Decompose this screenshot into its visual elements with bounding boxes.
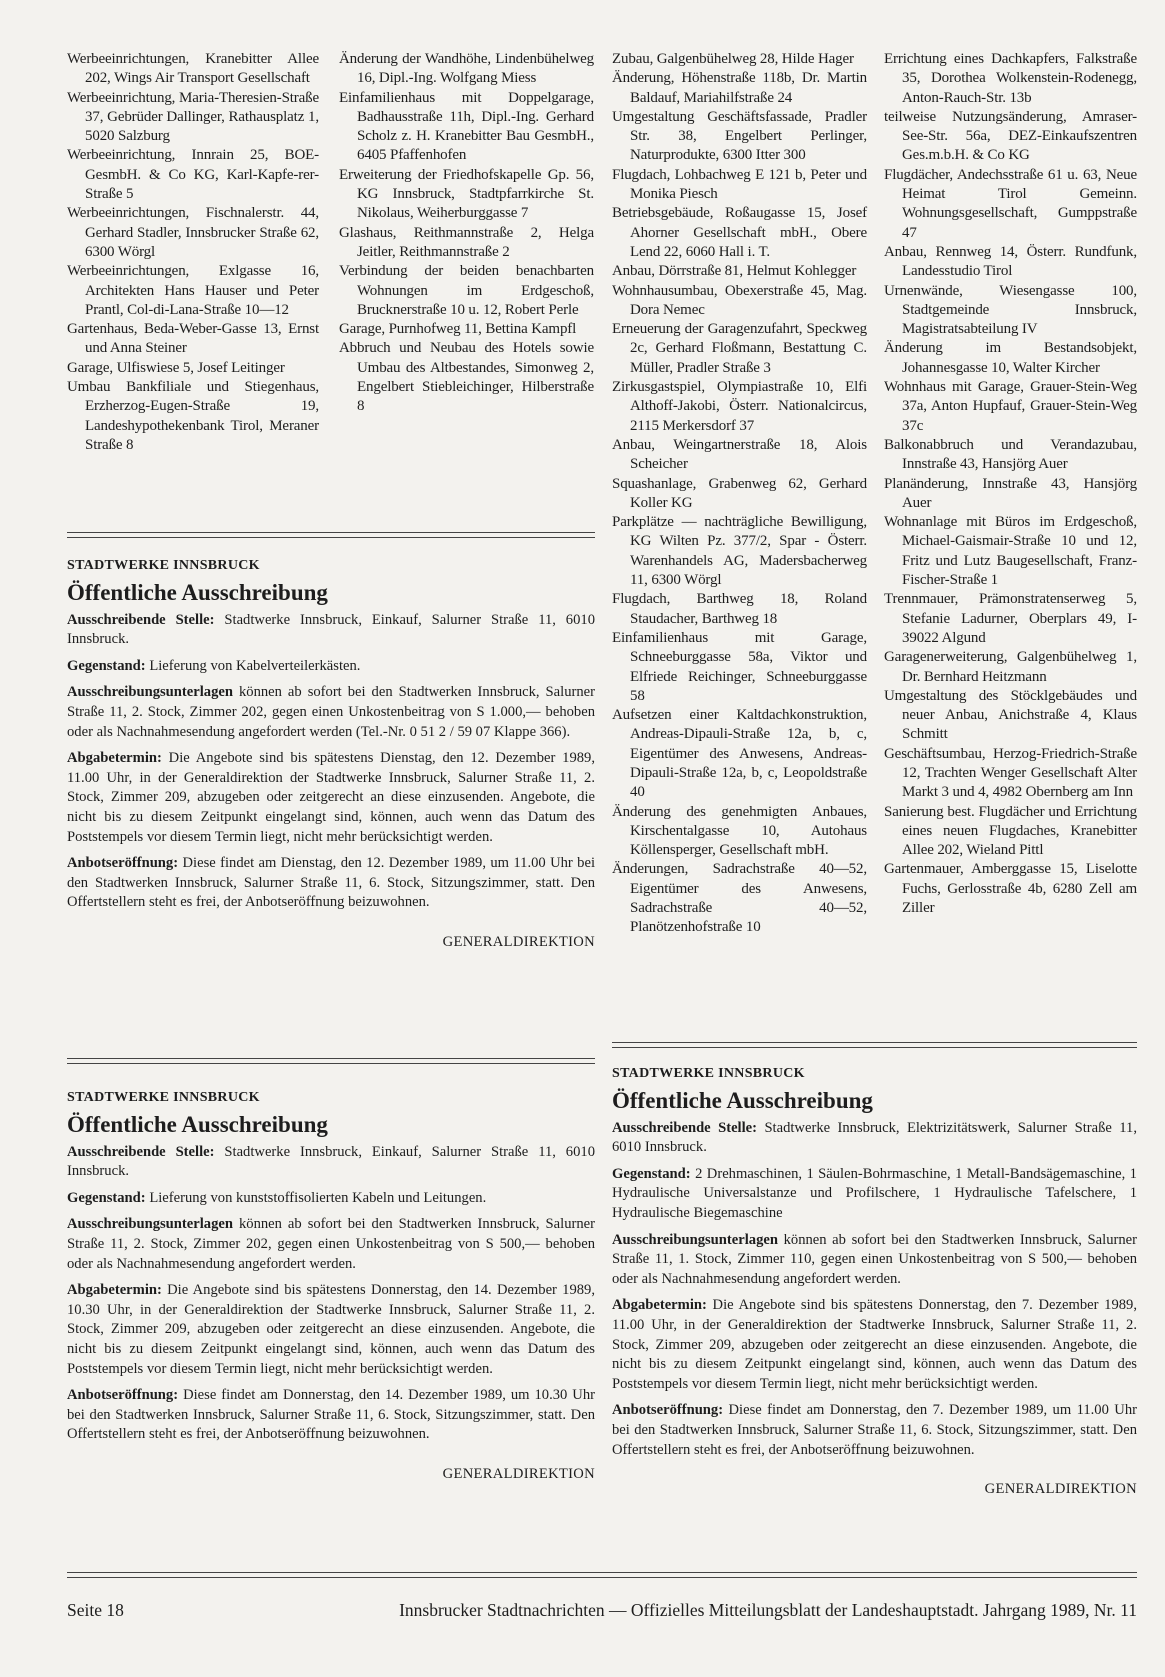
- section-divider: [67, 532, 595, 538]
- section-divider: [67, 1058, 595, 1064]
- opening-paragraph: Anbotseröffnung: Diese findet am Dienstag, den 12. Dezember 1989, um 11.00 Uhr bei den Stadtwerken Innsbruck, Salurner Straße 11, 6. Stock, Sitzungszimmer, statt. Den Offertstellern steht es frei, der Anbotseröffnung beizuwohnen.: [67, 855, 596, 911]
- permit-entry: Gartenmauer, Amberggasse 15, Liselotte Fuchs, Gerlosstraße 4b, 6280 Zell am Ziller: [884, 861, 1137, 917]
- permit-entry: Wohnhaus mit Garage, Grauer-Stein-Weg 37a, Anton Hupfauf, Grauer-Stein-Weg 37c: [884, 379, 1137, 434]
- permit-entry: Aufsetzen einer Kaltdachkonstruktion, Andreas-Dipauli-Straße 12a, b, c, Eigentümer des Anwesens, Andreas-Dipauli-Straße 12a, b, c, Leopoldstraße 40: [612, 707, 867, 801]
- issuing-office-paragraph: Ausschreibende Stelle: Stadtwerke Innsbruck, Einkauf, Salurner Straße 11, 6010 Innsbruck.: [67, 611, 595, 648]
- signature: GENERALDIREKTION: [442, 1465, 595, 1482]
- permit-column-3: [612, 50, 867, 938]
- permit-entry: Verbindung der beiden benachbarten Wohnungen im Erdgeschoß, Brucknerstraße 10 u. 12, Robert Perle: [339, 263, 594, 318]
- permit-entry: Erneuerung der Garagenzufahrt, Speckweg 2c, Gerhard Floßmann, Bestattung C. Müller, Pradler Straße 3: [612, 321, 867, 376]
- permit-entry: Zubau, Galgenbühelweg 28, Hilde Hager: [612, 51, 854, 67]
- documents-paragraph: Ausschreibungsunterlagen können ab sofort bei den Stadtwerken Innsbruck, Salurner Straße 11, 2. Stock, Zimmer 202, gegen einen Unkostenbeitrag von S 1.000,— behoben oder als Nachnahmesendung angefordert werden (Tel.-Nr. 0 51 2 / 59 07 Klappe 366).: [67, 684, 595, 740]
- permit-entry: Änderung der Wandhöhe, Lindenbühelweg 16, Dipl.-Ing. Wolfgang Miess: [339, 51, 594, 87]
- permit-entry: Änderung des genehmigten Anbaues, Kirschentalgasse 10, Autohaus Köllensperger, Gesellschaft mbH.: [612, 803, 867, 859]
- deadline-paragraph: Abgabetermin: Die Angebote sind bis spätestens Donnerstag, den 14. Dezember 1989, 10.30 Uhr, in der Generaldirektion der Stadtwerke Innsbruck, Salurner Straße 11, 2. Stock, Zimmer 209, abzugeben oder zeitgerecht an diese einzusenden. Angebote, die nicht bis zu diesem Zeitpunkt eingelangt sind, können, auch wenn das Datum des Poststempels vor diesem Termin liegt, nicht mehr berücksichtigt werden.: [67, 1282, 595, 1377]
- permit-entry: Flugdach, Barthweg 18, Roland Staudacher, Barthweg 18: [612, 591, 867, 627]
- documents-paragraph: Ausschreibungsunterlagen können ab sofort bei den Stadtwerken Innsbruck, Salurner Straße 11, 1. Stock, Zimmer 110, gegen einen Unkostenbeitrag von S 500,— behoben oder als Nachnahmesendung angefordert werden.: [612, 1231, 1137, 1287]
- permit-entry: Werbeeinrichtungen, Kranebitter Allee 202, Wings Air Transport Gesellschaft: [67, 51, 319, 87]
- opening-paragraph: Anbotseröffnung: Diese findet am Donnerstag, den 14. Dezember 1989, um 10.30 Uhr bei den Stadtwerken Innsbruck, Salurner Straße 11, 6. Stock, Sitzungszimmer, statt. Den Offertstellern steht es frei, der Anbotseröffnung beizuwohnen.: [67, 1387, 595, 1443]
- permit-entry: Errichtung eines Dachkapfers, Falkstraße 35, Dorothea Wolkenstein-Rodenegg, Anton-Rauch-Str. 13b: [884, 51, 1137, 106]
- tender-announcement-cable-distribution-boxes: [67, 556, 595, 953]
- issuing-office-paragraph: Ausschreibende Stelle: Stadtwerke Innsbruck, Elektrizitätswerk, Salurner Straße 11, 6010 Innsbruck.: [612, 1119, 1137, 1156]
- permit-column-1: [67, 50, 319, 455]
- permit-entry: Sanierung best. Flugdächer und Errichtung eines neuen Flugdaches, Kranebitter Allee 202, Wieland Pittl: [884, 803, 1137, 859]
- tender-announcement-machines: [612, 1064, 1137, 1500]
- permit-entry: Betriebsgebäude, Roßaugasse 15, Josef Ahorner Gesellschaft mbH., Obere Lend 22, 6060 Hall i. T.: [612, 205, 867, 260]
- permit-column-4: [884, 50, 1137, 918]
- announcement-heading: Öffentliche Ausschreibung: [612, 1087, 873, 1113]
- permit-entry: Squashanlage, Grabenweg 62, Gerhard Koller KG: [612, 475, 867, 511]
- permit-entry: Balkonabbruch und Verandazubau, Innstraße 43, Hansjörg Auer: [884, 436, 1137, 473]
- page-number: Seite 18: [67, 1600, 124, 1620]
- subject-paragraph: Gegenstand: 2 Drehmaschinen, 1 Säulen-Bohrmaschine, 1 Metall-Bandsägemaschine, 1 Hydraulische Universalstanze und Profilschere, 1 Hydraulische Tafelschere, 1 Hydraulische Biegemaschine: [612, 1165, 1137, 1221]
- permit-entry: Änderung, Höhenstraße 118b, Dr. Martin Baldauf, Mariahilfstraße 24: [612, 70, 867, 106]
- permit-entry: Werbeeinrichtung, Maria-Theresien-Straße 37, Gebrüder Dallinger, Rathausplatz 1, 5020 Salzburg: [67, 89, 319, 145]
- publication-line: Innsbrucker Stadtnachrichten — Offizielles Mitteilungsblatt der Landeshauptstadt. Jahrgang 1989, Nr. 11: [399, 1600, 1137, 1620]
- organization-name: STADTWERKE INNSBRUCK: [612, 1066, 805, 1081]
- permit-entry: Abbruch und Neubau des Hotels sowie Umbau des Altbestandes, Simonweg 2, Engelbert Stiebleichinger, Hilberstraße 8: [339, 340, 594, 415]
- permit-entry: Umgestaltung des Stöcklgebäudes und neuer Anbau, Anichstraße 4, Klaus Schmitt: [884, 687, 1137, 743]
- permit-column-2: [339, 50, 594, 417]
- permit-entry: Urnenwände, Wiesengasse 100, Stadtgemeinde Innsbruck, Magistratsabteilung IV: [884, 282, 1137, 338]
- permit-entry: Geschäftsumbau, Herzog-Friedrich-Straße 12, Trachten Wenger Gesellschaft Alter Markt 3 und 4, 4982 Obernberg am Inn: [884, 745, 1137, 801]
- permit-entry: Planänderung, Innstraße 43, Hansjörg Auer: [884, 475, 1137, 511]
- permit-entry: Gartenhaus, Beda-Weber-Gasse 13, Ernst und Anna Steiner: [67, 321, 319, 357]
- permit-entry: Glashaus, Reithmannstraße 2, Helga Jeitler, Reithmannstraße 2: [339, 224, 594, 260]
- issuing-office-paragraph: Ausschreibende Stelle: Stadtwerke Innsbruck, Einkauf, Salurner Straße 11, 6010 Innsbruck.: [67, 1143, 595, 1180]
- permit-entry: Parkplätze — nachträgliche Bewilligung, KG Wilten Pz. 377/2, Spar - Österr. Warenhandels AG, Madersbacherweg 11, 6300 Wörgl: [612, 514, 867, 589]
- organization-name: STADTWERKE INNSBRUCK: [67, 558, 260, 573]
- footer-divider: [67, 1572, 1137, 1578]
- subject-paragraph: Gegenstand: Lieferung von Kabelverteilerkästen.: [67, 657, 361, 674]
- permit-entry: Werbeeinrichtungen, Exlgasse 16, Architekten Hans Hauser und Peter Prantl, Col-di-Lana-Straße 10—12: [67, 263, 319, 318]
- deadline-paragraph: Abgabetermin: Die Angebote sind bis spätestens Donnerstag, den 7. Dezember 1989, 11.00 Uhr, in der Generaldirektion der Stadtwerke Innsbruck, Salurner Straße 11, 2. Stock, Zimmer 209, abzugeben oder zeitgerecht an diese einzusenden. Angebote, die nicht bis zu diesem Zeitpunkt eingelangt sind, können, auch wenn das Datum des Poststempels vor diesem Termin liegt, nicht mehr berücksichtigt werden.: [612, 1297, 1137, 1392]
- permit-entry: Werbeeinrichtung, Innrain 25, BOE-GesmbH. & Co KG, Karl-Kapfe-rer-Straße 5: [67, 147, 319, 203]
- permit-entry: Änderung im Bestandsobjekt, Johannesgasse 10, Walter Kircher: [884, 340, 1137, 376]
- permit-entry: Anbau, Rennweg 14, Österr. Rundfunk, Landesstudio Tirol: [884, 243, 1137, 280]
- permit-entry: Einfamilienhaus mit Garage, Schneeburggasse 58a, Viktor und Elfriede Reichinger, Schneeburggasse 58: [612, 629, 867, 704]
- permit-entry: Anbau, Weingartnerstraße 18, Alois Scheicher: [612, 436, 867, 473]
- announcement-heading: Öffentliche Ausschreibung: [67, 579, 328, 605]
- permit-entry: Wohnhausumbau, Obexerstraße 45, Mag. Dora Nemec: [612, 282, 867, 318]
- tender-announcement-cables: [67, 1088, 595, 1485]
- permit-entry: Flugdach, Lohbachweg E 121 b, Peter und Monika Piesch: [612, 166, 867, 203]
- permit-entry: Änderungen, Sadrachstraße 40—52, Eigentümer des Anwesens, Sadrachstraße 40—52, Planötzenhofstraße 10: [612, 861, 867, 936]
- permit-entry: Wohnanlage mit Büros im Erdgeschoß, Michael-Gaismair-Straße 10 und 12, Fritz und Lutz Baugesellschaft, Franz-Fischer-Straße 1: [884, 514, 1137, 589]
- permit-entry: Trennmauer, Prämonstratenserweg 5, Stefanie Ladurner, Oberplars 49, I-39022 Algund: [884, 591, 1137, 646]
- organization-name: STADTWERKE INNSBRUCK: [67, 1090, 260, 1105]
- permit-entry: teilweise Nutzungsänderung, Amraser-See-Str. 56a, DEZ-Einkaufszentren Ges.m.b.H. & Co KG: [884, 108, 1137, 164]
- permit-entry: Garagenerweiterung, Galgenbühelweg 1, Dr. Bernhard Heitzmann: [884, 649, 1137, 685]
- documents-paragraph: Ausschreibungsunterlagen können ab sofort bei den Stadtwerken Innsbruck, Salurner Straße 11, 2. Stock, Zimmer 202, gegen einen Unkostenbeitrag von S 500,— behoben oder als Nachnahmesendung angefordert werden.: [67, 1216, 595, 1272]
- signature: GENERALDIREKTION: [442, 933, 595, 950]
- permit-entry: Umbau Bankfiliale und Stiegenhaus, Erzherzog-Eugen-Straße 19, Landeshypothekenbank Tirol, Meraner Straße 8: [67, 379, 319, 453]
- opening-paragraph: Anbotseröffnung: Diese findet am Donnerstag, den 7. Dezember 1989, um 11.00 Uhr bei den Stadtwerken Innsbruck, Salurner Straße 11, 6. Stock, Sitzungszimmer, statt. Den Offertstellern steht es frei, der Anbotseröffnung beizuwohnen.: [612, 1402, 1137, 1458]
- permit-entry: Umgestaltung Geschäftsfassade, Pradler Str. 38, Engelbert Perlinger, Naturprodukte, 6300 Itter 300: [612, 108, 867, 164]
- signature: GENERALDIREKTION: [984, 1481, 1137, 1498]
- permit-entry: Werbeeinrichtungen, Fischnalerstr. 44, Gerhard Stadler, Innsbrucker Straße 62, 6300 Wörgl: [67, 205, 319, 260]
- permit-entry: Anbau, Dörrstraße 81, Helmut Kohlegger: [612, 263, 857, 280]
- deadline-paragraph: Abgabetermin: Die Angebote sind bis spätestens Dienstag, den 12. Dezember 1989, 11.00 Uhr, in der Generaldirektion der Stadtwerke Innsbruck, Salurner Straße 11, 2. Stock, Zimmer 209, abzugeben oder zeitgerecht an diese einzusenden. Angebote, die nicht bis zu diesem Zeitpunkt eingelangt sind, können, auch wenn das Datum des Poststempels vor diesem Termin liegt, nicht mehr berücksichtigt werden.: [67, 750, 595, 845]
- permit-entry: Erweiterung der Friedhofskapelle Gp. 56, KG Innsbruck, Stadtpfarrkirche St. Nikolaus, Weiherburggasse 7: [339, 166, 594, 222]
- permit-entry: Flugdächer, Andechsstraße 61 u. 63, Neue Heimat Tirol Gemeinn. Wohnungsgesellschaft, Gumppstraße 47: [884, 166, 1137, 241]
- subject-paragraph: Gegenstand: Lieferung von kunststoffisolierten Kabeln und Leitungen.: [67, 1189, 487, 1206]
- permit-entry: Garage, Ulfiswiese 5, Josef Leitinger: [67, 359, 285, 376]
- announcement-heading: Öffentliche Ausschreibung: [67, 1111, 328, 1137]
- permit-entry: Einfamilienhaus mit Doppelgarage, Badhausstraße 11h, Dipl.-Ing. Gerhard Scholz z. H. Kranebitter Bau GesmbH., 6405 Pfaffenhofen: [339, 89, 594, 164]
- permit-entry: Zirkusgastspiel, Olympiastraße 10, Elfi Althoff-Jakobi, Österr. Nationalcircus, 2115 Merkersdorf 37: [612, 379, 867, 434]
- permit-entry: Garage, Purnhofweg 11, Bettina Kampfl: [339, 321, 577, 338]
- section-divider: [612, 1042, 1137, 1048]
